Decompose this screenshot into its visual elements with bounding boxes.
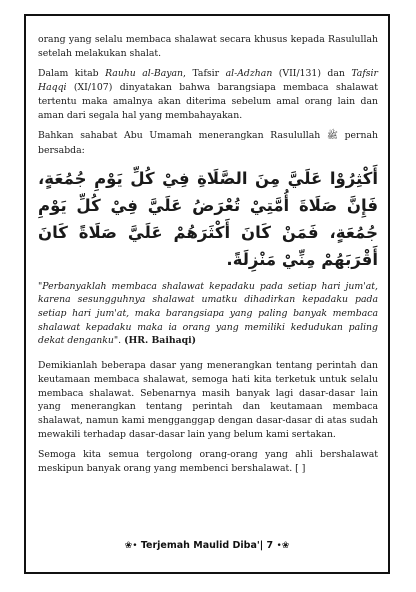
page-footer (24, 540, 390, 551)
paragraph-5: Semoga kita semua tergolong orang-orang yang ahli bershalawat meskipun banyak orang yang membenci bershalawat. [ ] (38, 449, 378, 475)
paragraph-1: orang yang selalu membaca shalawat secara khusus kepada Rasulullah setelah melakukan shalat. (38, 34, 378, 59)
document-body (38, 33, 378, 483)
paragraph-2-text-e: (VII/131) dan (272, 68, 352, 80)
paragraph-4: Demikianlah beberapa dasar yang menerangkan tentang perintah dan keutamaan membaca shalawat, semoga hati kita terketuk untuk selalu membaca shalawat. Sebenarnya masih banyak lagi dasar-dasar lain yang menerangkan tentang perintah dan keutamaan membaca shalawat, namun kami mengganggap dengan dasar-dasar di atas sudah mewakili terhadap dasar-dasar lain yang belum kami sertakan. (38, 360, 378, 440)
hadith-translation (38, 280, 378, 349)
paragraph-3 (38, 129, 378, 157)
book-title-al-adzhan: al-Adzhan (225, 68, 273, 80)
paragraph-2-text-c: , Tafsir (183, 68, 226, 80)
paragraph-2-text-a: Dalam kitab (38, 68, 106, 80)
footer-title: Terjemah Maulid Diba'| 7 (140, 540, 274, 551)
book-title-rauhu-al-bayan: Rauhu al-Bayan (105, 68, 184, 80)
paragraph-2 (38, 67, 378, 122)
salawat-symbol: ﷺ (326, 131, 338, 142)
hadith-reference: (HR. Baihaqi) (124, 335, 197, 347)
translation-text: "Perbanyaklah membaca shalawat kepadaku pada setiap hari jum'at, karena sesungguhnya shalawat umatku dihadirkan kepadaku pada setiap hari jum'at, maka barangsiapa yang paling banyak membaca shalawat kepadaku maka ia orang yang memiliki kedudukan paling dekat denganku". (38, 280, 378, 347)
book-title-tafsir-haqqi: Tafsir Haqqi (38, 68, 378, 94)
paragraph-3-text-a: Bahkan sahabat Abu Umamah menerangkan Rasulullah (38, 130, 327, 142)
footer-ornament-left-icon: ❀• (124, 541, 138, 551)
paragraph-3-text-b: pernah bersabda: (38, 130, 378, 156)
paragraph-2-text-g: (XI/107) dinyatakan bahwa barangsiapa membaca shalawat tertentu maka amalnya akan diterima sebelum amal orang lain dan aman dari segala hal yang membahayakan. (38, 82, 378, 121)
arabic-hadith: أَكْثِرُوْا عَلَيَّ مِنَ الصَّلَاةِ فِيْ كُلِّ يَوْمِ جُمُعَةٍ، فَإِنَّ صَلَاةَ أُمَّتِيْ تُعْرَضُ عَلَيَّ فِيْ كُلِّ يَوْمِ جُمُعَةٍ، فَمَنْ كَانَ أَكْثَرَهُمْ عَلَيَّ صَلَاةً كَانَ أَقْرَبَهُمْ مِنِّيْ مَنْزِلَةً. (38, 168, 378, 269)
footer-ornament-right-icon: •❀ (276, 541, 290, 551)
